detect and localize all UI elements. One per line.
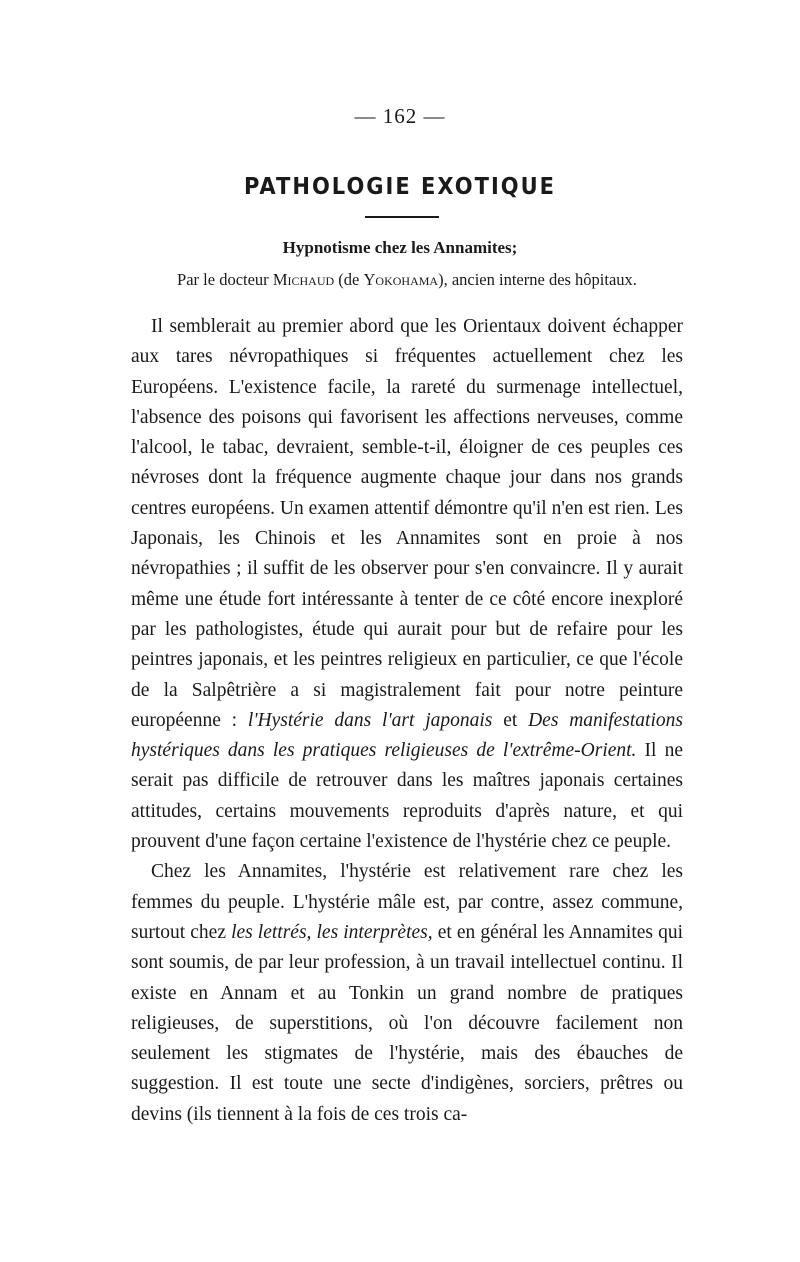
paragraph-1 [131,312,683,857]
author-name: Michaud [272,270,335,289]
byline-prefix: Par le docteur [177,270,273,289]
paragraph-1-text-c: Il ne serait pas difficile de retrouver dans les maîtres japonais certaines attitudes, certains mouvements reproduits d'après nature, et qui prouvent d'une façon certaine l'existence de l'hystérie chez ce peuple. [131,740,683,853]
paragraph-1-italic-b: Des manifestations hystériques dans les pratiques religieuses de l'extrême-Orient. [131,709,683,762]
section-title: PATHOLOGIE EXOTIQUE [243,172,557,200]
paragraph-2-text-a: Chez les Annamites, l'hystérie est relativement rare chez les femmes du peuple. L'hystérie mâle est, par contre, assez commune, surtout chez [131,861,683,943]
byline-suffix: ), ancien interne des hôpitaux. [438,270,637,289]
article-body [131,312,683,1130]
paragraph-2-italic-a: les lettrés, les interprètes, [231,921,433,943]
paragraph-1-text-a: Il semblerait au premier abord que les Orientaux doivent échapper aux tares névropathiques si fréquentes actuellement chez les Européens. L'existence facile, la rareté du surmenage intellectuel, l'absence des poisons qui favorisent les affections nerveuses, comme l'alcool, le tabac, devraient, semble-t-il, éloigner de ces peuples ces névroses dont la fréquence augmente chaque jour dans nos grands centres européens. Un examen attentif démontre qu'il n'en est rien. Les Japonais, les Chinois et les Annamites sont en proie à nos névropathies ; il suffit de les observer pour s'en convaincre. Il y aurait même une étude fort intéressante à tenter de ce côté encore inexploré par les pathologistes, étude qui aurait pour but de refaire pour les peintres japonais, et les peintres religieux en particulier, ce que l'école de la Salpêtrière a si magistralement fait pour notre peinture européenne : [131,316,683,731]
title-divider [365,216,439,218]
paragraph-1-italic-a: l'Hystérie dans l'art japonais [247,709,493,731]
page-number: — 162 — [354,104,446,128]
author-place: Yokohama [363,270,439,289]
paragraph-2-text-b: et en général les Annamites qui sont soumis, de par leur profession, à un travail intellectuel continu. Il existe en Annam et au Tonkin un grand nombre de pratiques religieuses, de superstitions, où l'on découvre facilement non seulement les stigmates de l'hystérie, mais des ébauches de suggestion. Il est toute une secte d'indigènes, sorciers, prêtres ou devins (ils tiennent à la fois de ces trois ca- [131,921,683,1125]
article-title: Hypnotisme chez les Annamites; [282,238,518,257]
author-byline [131,270,683,290]
byline-open: (de [334,270,364,289]
paragraph-2 [131,857,683,1130]
paragraph-1-text-b: et [492,709,529,731]
